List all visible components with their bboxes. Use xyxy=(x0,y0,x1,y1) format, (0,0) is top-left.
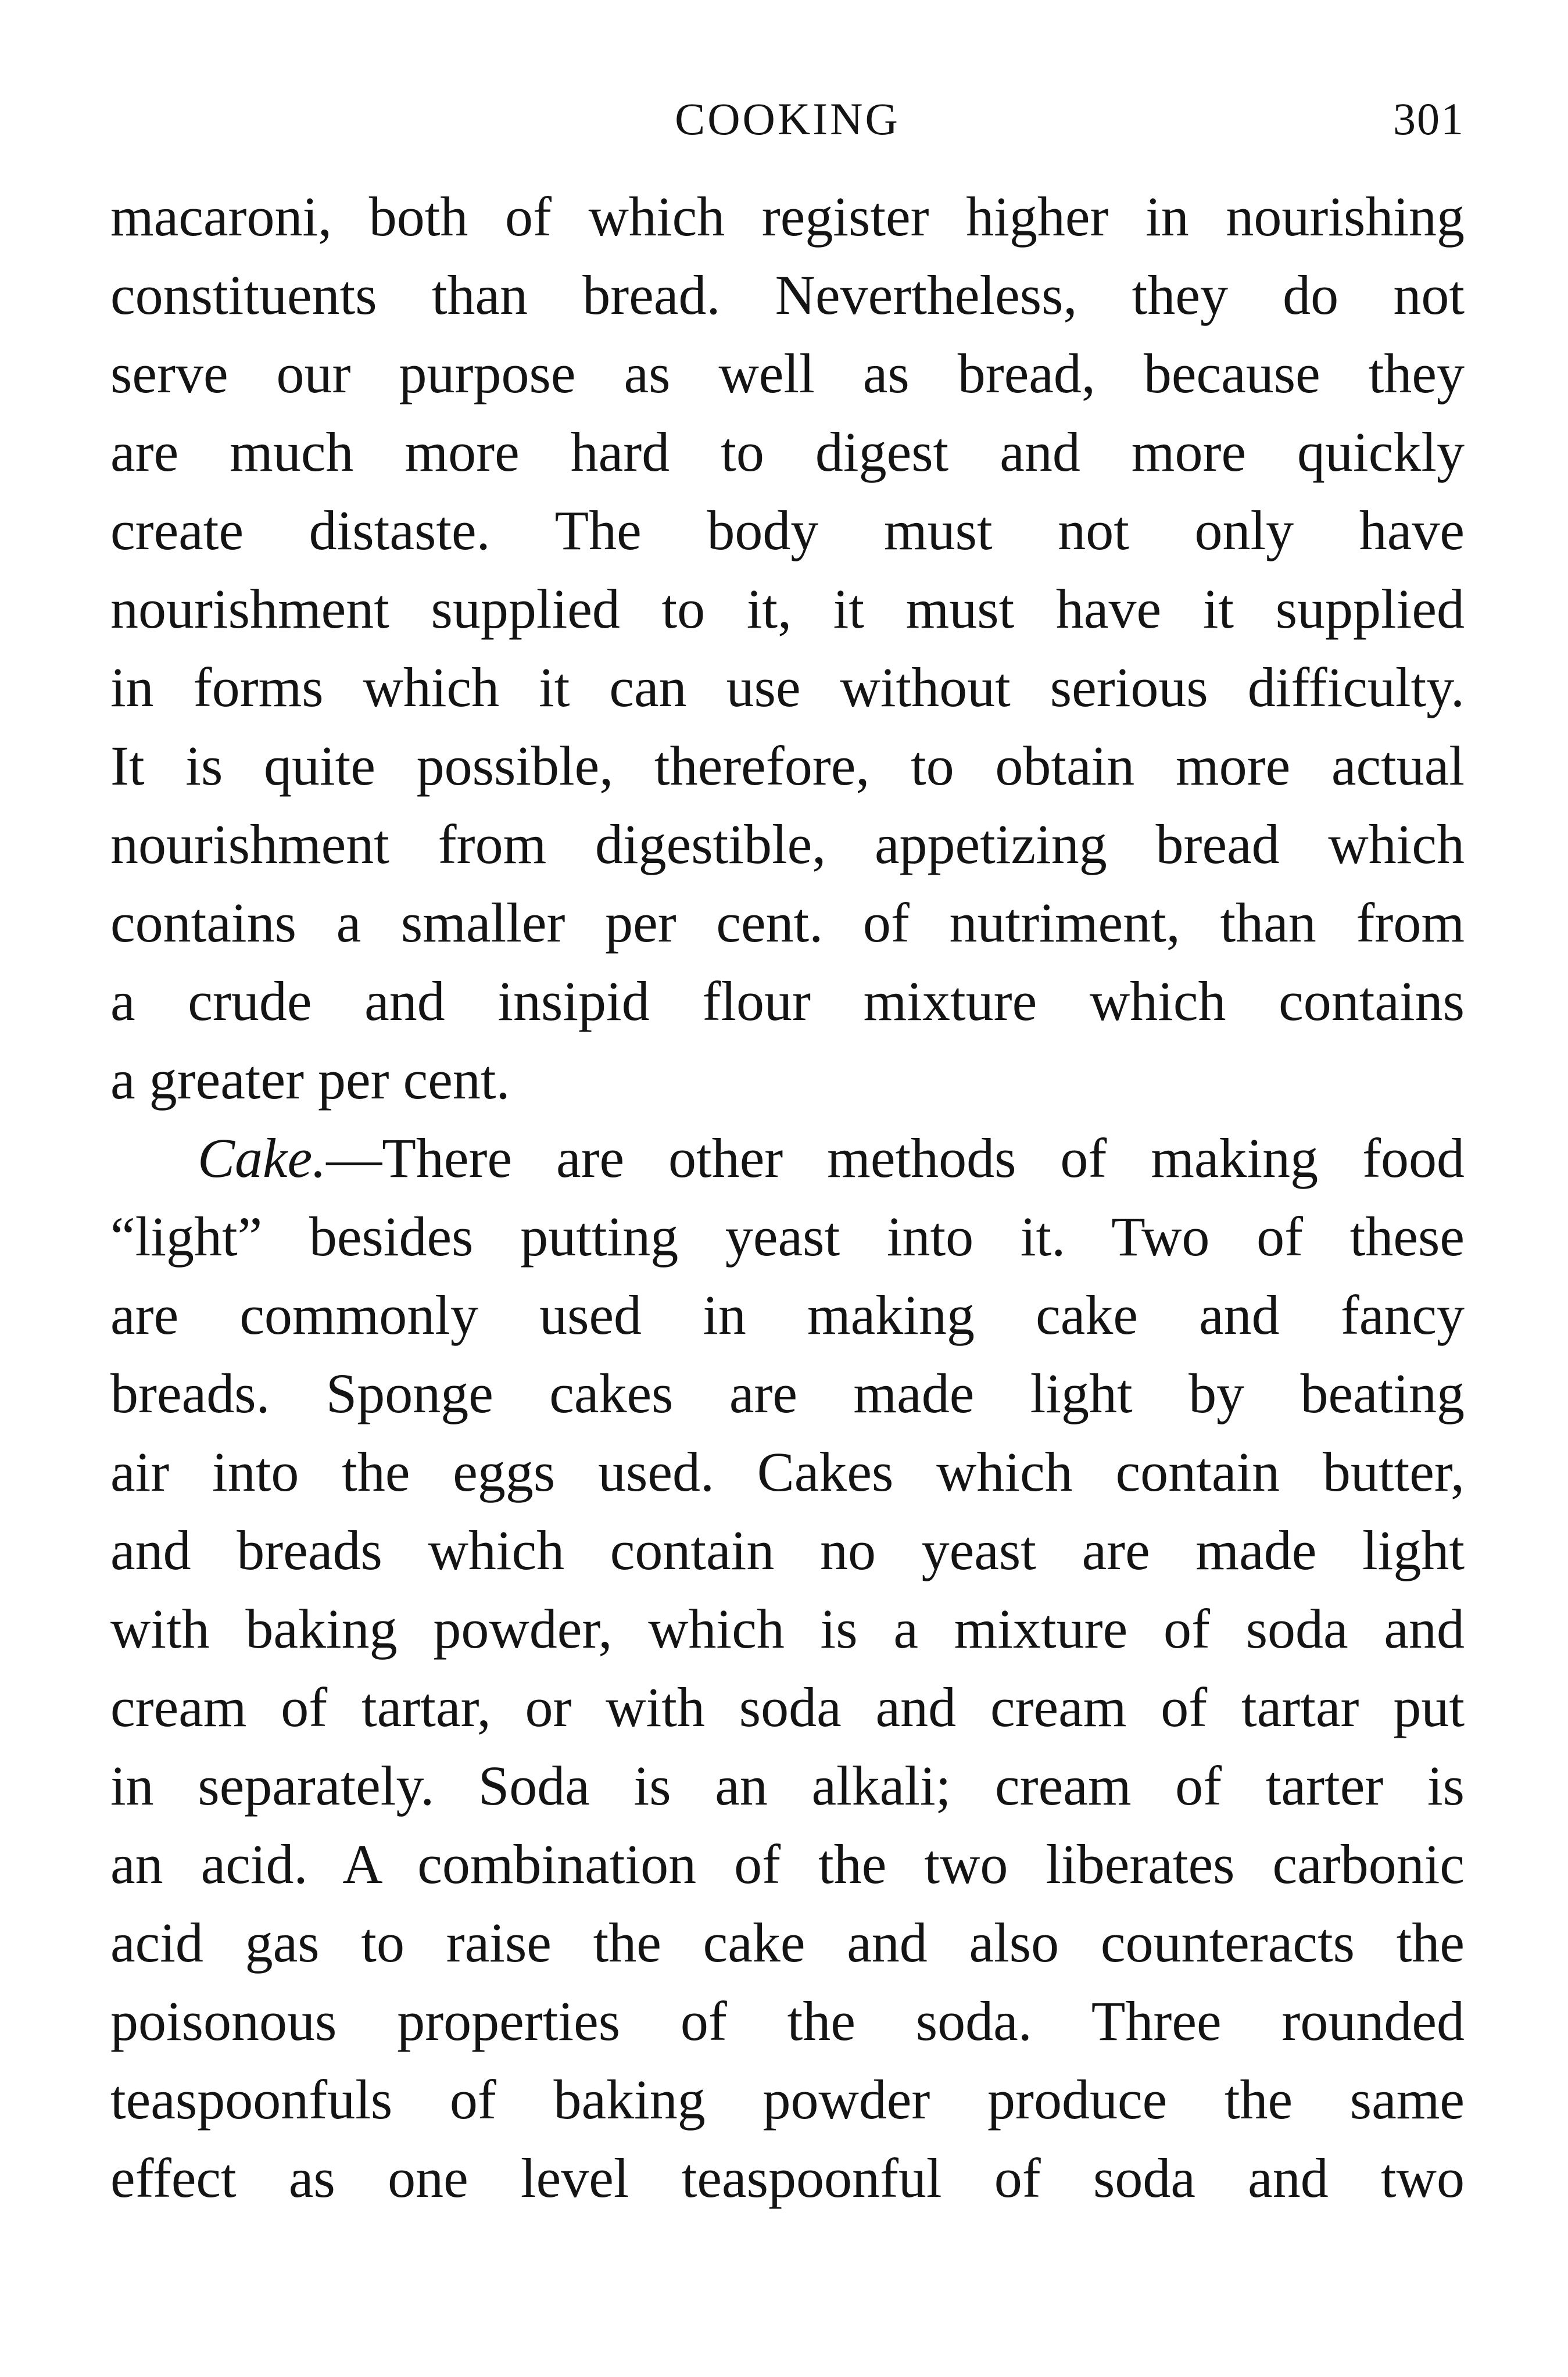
text-line: acid gas to raise the cake and also counteracts the xyxy=(110,1911,1465,1974)
text-line: are commonly used in making cake and fancy xyxy=(110,1284,1465,1346)
text-line: contains a smaller per cent. of nutriment, than from xyxy=(110,892,1465,954)
text-line: an acid. A combination of the two liberates carbonic xyxy=(110,1833,1465,1895)
text-line: effect as one level teaspoonful of soda and two xyxy=(110,2147,1465,2209)
text-line: teaspoonfuls of baking powder produce the same xyxy=(110,2068,1465,2131)
cake-paragraph-first-line xyxy=(110,1119,1465,1197)
text-line: in separately. Soda is an alkali; cream of tarter is xyxy=(110,1755,1465,1817)
page-number: 301 xyxy=(1393,94,1465,144)
cake-heading: Cake. xyxy=(198,1127,327,1189)
running-title: COOKING xyxy=(675,94,900,144)
text-line: nourishment from digestible, appetizing bread which xyxy=(110,813,1465,875)
text-line: poisonous properties of the soda. Three rounded xyxy=(110,1990,1465,2052)
text-line: a greater per cent. xyxy=(110,1048,510,1111)
running-head xyxy=(110,87,1465,151)
text-line: air into the eggs used. Cakes which contain butter, xyxy=(110,1441,1465,1503)
text-line: “light” besides putting yeast into it. Two of these xyxy=(110,1205,1465,1268)
text-line: cream of tartar, or with soda and cream of tartar put xyxy=(110,1676,1465,1738)
text-line: macaroni, both of which register higher in nourishing xyxy=(110,185,1465,248)
text-line: constituents than bread. Nevertheless, they do not xyxy=(110,264,1465,326)
text-line: serve our purpose as well as bread, because they xyxy=(110,342,1465,404)
text-line: a crude and insipid flour mixture which contains xyxy=(110,970,1465,1032)
text-line: breads. Sponge cakes are made light by beating xyxy=(110,1362,1465,1424)
text-line: are much more hard to digest and more quickly xyxy=(110,421,1465,483)
text-line: and breads which contain no yeast are made light xyxy=(110,1519,1465,1581)
text-line: It is quite possible, therefore, to obtain more actual xyxy=(110,735,1465,797)
text-line: in forms which it can use without serious difficulty. xyxy=(110,656,1465,718)
text-line: nourishment supplied to it, it must have it supplied xyxy=(110,578,1465,640)
body-text xyxy=(110,177,1465,2217)
cake-first-line-text: —There are other methods of making food xyxy=(326,1127,1465,1189)
text-line: with baking powder, which is a mixture of soda and xyxy=(110,1598,1465,1660)
text-line: create distaste. The body must not only have xyxy=(110,499,1465,561)
